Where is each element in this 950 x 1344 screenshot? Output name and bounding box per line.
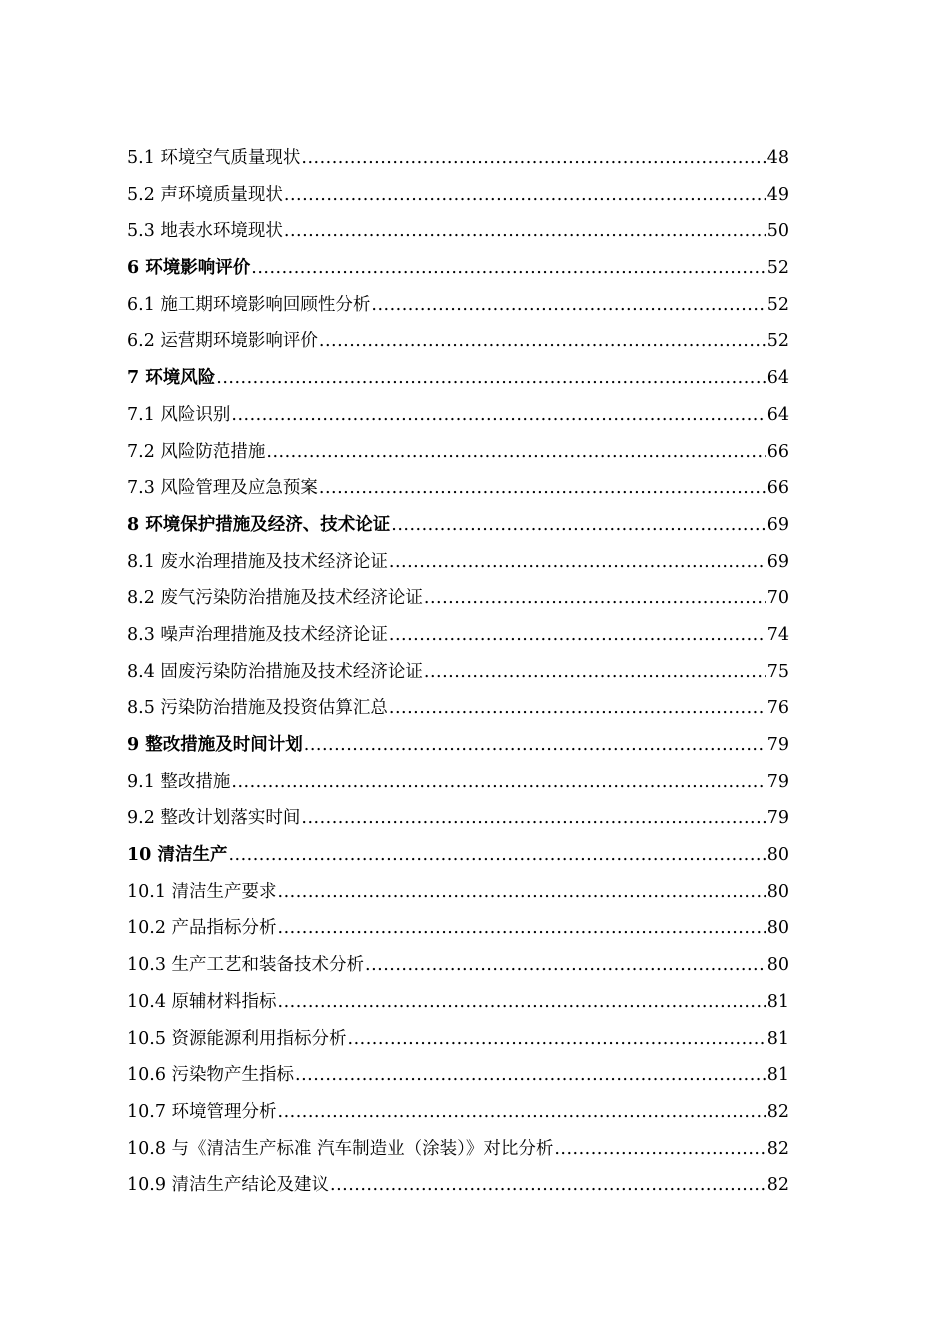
toc-section-entry[interactable] — [127, 397, 789, 434]
toc-entry-title: 9.1 整改措施 — [127, 771, 231, 792]
toc-section-entry[interactable] — [127, 910, 789, 947]
toc-entry-title: 5.1 环境空气质量现状 — [127, 148, 301, 168]
toc-chapter-entry[interactable] — [127, 507, 789, 544]
toc-entry-page-number: 64 — [766, 368, 789, 389]
toc-dot-leader — [266, 434, 765, 471]
toc-chapter-entry[interactable] — [127, 360, 789, 397]
toc-entry-page-number: 80 — [766, 918, 789, 939]
toc-dot-leader — [216, 360, 765, 397]
toc-dot-leader — [319, 323, 766, 360]
toc-entry-page-number: 69 — [766, 551, 789, 572]
toc-entry-page-number: 82 — [766, 1175, 789, 1196]
toc-entry-page-number: 76 — [766, 698, 789, 719]
toc-entry-title: 8.3 噪声治理措施及技术经济论证 — [127, 624, 388, 645]
toc-entry-page-number: 81 — [766, 1028, 789, 1049]
toc-entry-title: 8.5 污染防治措施及投资估算汇总 — [127, 698, 388, 719]
toc-dot-leader — [304, 727, 766, 764]
toc-section-entry[interactable] — [127, 1057, 789, 1094]
toc-entry-page-number: 64 — [766, 404, 789, 425]
toc-entry-page-number: 48 — [766, 148, 789, 168]
toc-dot-leader — [278, 984, 766, 1021]
toc-entry-page-number: 80 — [766, 845, 789, 866]
toc-entry-title: 10.7 环境管理分析 — [127, 1101, 277, 1122]
toc-section-entry[interactable] — [127, 323, 789, 360]
toc-dot-leader — [371, 287, 765, 324]
toc-entry-title: 8.1 废水治理措施及技术经济论证 — [127, 551, 388, 572]
toc-dot-leader — [228, 837, 765, 874]
toc-entry-title: 10.9 清洁生产结论及建议 — [127, 1175, 330, 1196]
toc-section-entry[interactable] — [127, 177, 789, 214]
toc-dot-leader — [389, 544, 766, 581]
toc-entry-page-number: 79 — [766, 735, 789, 755]
toc-entry-title: 10.8 与《清洁生产标准 汽车制造业（涂装）》对比分析 — [127, 1138, 554, 1159]
toc-section-entry[interactable] — [127, 764, 789, 801]
toc-entry-title: 10.6 污染物产生指标 — [127, 1065, 295, 1086]
toc-entry-title: 10.5 资源能源利用指标分析 — [127, 1028, 347, 1049]
toc-entry-page-number: 52 — [766, 331, 789, 352]
toc-section-entry[interactable] — [127, 1131, 789, 1168]
toc-dot-leader — [424, 580, 766, 617]
toc-section-entry[interactable] — [127, 947, 789, 984]
toc-section-entry[interactable] — [127, 1094, 789, 1131]
toc-entry-page-number: 80 — [766, 881, 789, 902]
toc-section-entry[interactable] — [127, 213, 789, 250]
toc-dot-leader — [278, 874, 766, 911]
toc-entry-page-number: 82 — [766, 1138, 789, 1159]
toc-section-entry[interactable] — [127, 874, 789, 911]
toc-entry-page-number: 52 — [766, 294, 789, 315]
toc-entry-title: 7.1 风险识别 — [127, 404, 231, 425]
toc-entry-title: 10.3 生产工艺和装备技术分析 — [127, 955, 365, 976]
toc-section-entry[interactable] — [127, 1021, 789, 1058]
toc-entry-page-number: 50 — [766, 221, 789, 242]
toc-chapter-entry[interactable] — [127, 250, 789, 287]
toc-dot-leader — [424, 654, 766, 691]
toc-entry-page-number: 52 — [766, 258, 789, 279]
toc-entry-title: 9.2 整改计划落实时间 — [127, 808, 301, 829]
toc-entry-page-number: 70 — [766, 588, 789, 609]
toc-entry-page-number: 81 — [766, 1065, 789, 1086]
toc-chapter-entry[interactable] — [127, 727, 789, 764]
toc-entry-title: 9 整改措施及时间计划 — [127, 735, 303, 755]
toc-dot-leader — [278, 910, 766, 947]
toc-entry-title: 10 清洁生产 — [127, 845, 228, 866]
table-of-contents — [127, 140, 789, 1204]
toc-entry-title: 7.2 风险防范措施 — [127, 441, 266, 462]
toc-section-entry[interactable] — [127, 654, 789, 691]
toc-entry-page-number: 49 — [766, 184, 789, 205]
toc-entry-page-number: 80 — [766, 955, 789, 976]
toc-entry-page-number: 66 — [766, 478, 789, 499]
toc-entry-page-number: 79 — [766, 771, 789, 792]
toc-entry-title: 10.1 清洁生产要求 — [127, 881, 277, 902]
toc-entry-title: 6 环境影响评价 — [127, 258, 251, 279]
toc-entry-page-number: 74 — [766, 624, 789, 645]
toc-section-entry[interactable] — [127, 690, 789, 727]
toc-section-entry[interactable] — [127, 140, 789, 177]
toc-entry-page-number: 79 — [766, 808, 789, 829]
toc-section-entry[interactable] — [127, 1167, 789, 1204]
toc-section-entry[interactable] — [127, 984, 789, 1021]
toc-entry-page-number: 66 — [766, 441, 789, 462]
toc-dot-leader — [365, 947, 766, 984]
toc-section-entry[interactable] — [127, 580, 789, 617]
toc-section-entry[interactable] — [127, 544, 789, 581]
toc-chapter-entry[interactable] — [127, 837, 789, 874]
toc-section-entry[interactable] — [127, 800, 789, 837]
toc-entry-title: 6.2 运营期环境影响评价 — [127, 331, 318, 352]
toc-dot-leader — [301, 140, 765, 177]
toc-entry-title: 5.3 地表水环境现状 — [127, 221, 283, 242]
toc-dot-leader — [251, 250, 765, 287]
toc-dot-leader — [284, 213, 766, 250]
toc-section-entry[interactable] — [127, 287, 789, 324]
toc-entry-title: 8 环境保护措施及经济、技术论证 — [127, 514, 391, 535]
toc-entry-title: 7 环境风险 — [127, 368, 216, 389]
toc-dot-leader — [389, 690, 766, 727]
toc-entry-title: 7.3 风险管理及应急预案 — [127, 478, 318, 499]
toc-dot-leader — [319, 470, 766, 507]
toc-dot-leader — [391, 507, 765, 544]
toc-entry-title: 6.1 施工期环境影响回顾性分析 — [127, 294, 371, 315]
toc-dot-leader — [389, 617, 766, 654]
toc-entry-page-number: 82 — [766, 1101, 789, 1122]
toc-entry-page-number: 81 — [766, 991, 789, 1012]
toc-entry-title: 8.4 固废污染防治措施及技术经济论证 — [127, 661, 423, 682]
toc-dot-leader — [348, 1021, 766, 1058]
toc-dot-leader — [231, 397, 765, 434]
toc-entry-title: 10.4 原辅材料指标 — [127, 991, 277, 1012]
toc-entry-page-number: 75 — [766, 661, 789, 682]
toc-section-entry[interactable] — [127, 434, 789, 471]
toc-entry-title: 5.2 声环境质量现状 — [127, 184, 283, 205]
toc-entry-title: 8.2 废气污染防治措施及技术经济论证 — [127, 588, 423, 609]
toc-section-entry[interactable] — [127, 617, 789, 654]
toc-entry-page-number: 69 — [766, 514, 789, 535]
toc-dot-leader — [278, 1094, 766, 1131]
toc-dot-leader — [295, 1057, 766, 1094]
toc-section-entry[interactable] — [127, 470, 789, 507]
toc-dot-leader — [284, 177, 766, 214]
toc-dot-leader — [554, 1131, 765, 1168]
toc-dot-leader — [301, 800, 765, 837]
toc-dot-leader — [231, 764, 765, 801]
toc-entry-title: 10.2 产品指标分析 — [127, 918, 277, 939]
toc-dot-leader — [330, 1167, 766, 1204]
